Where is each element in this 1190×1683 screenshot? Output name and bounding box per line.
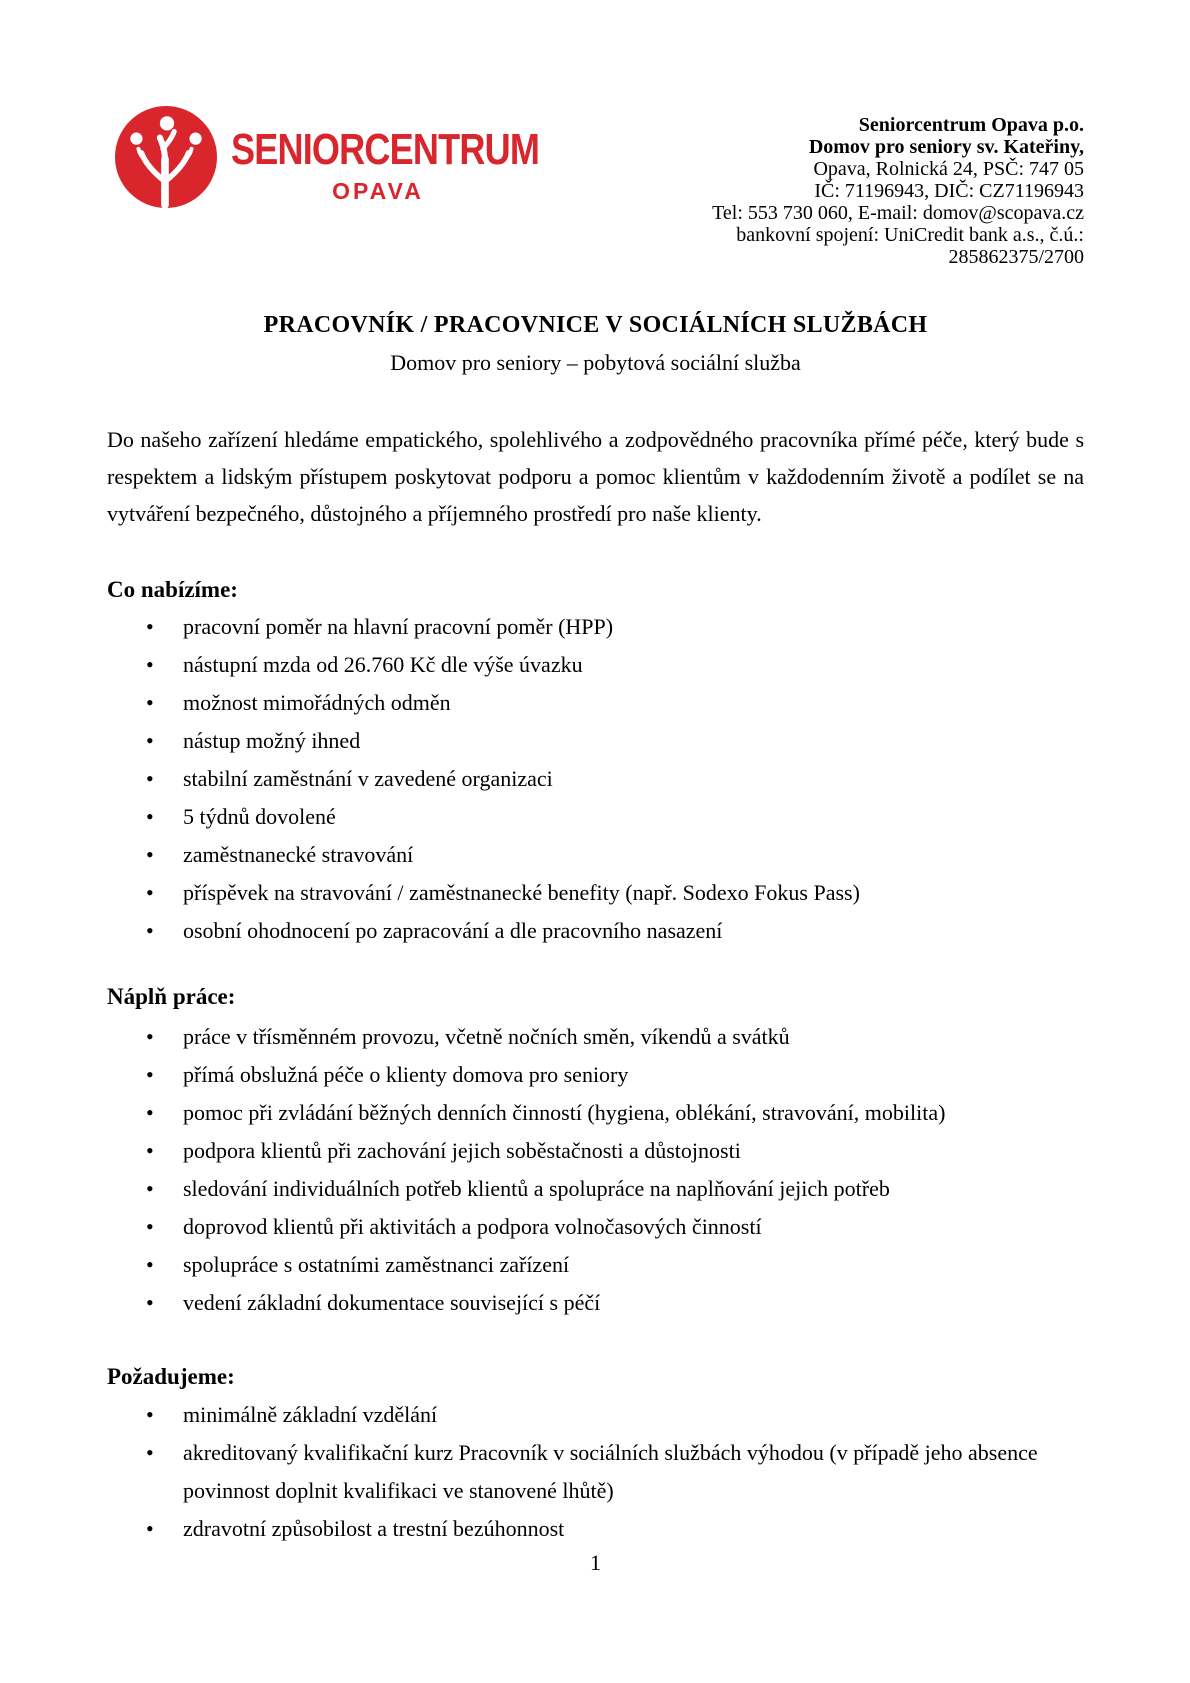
contact-facility-name: Domov pro seniory sv. Kateřiny, xyxy=(808,136,1084,158)
document-body xyxy=(0,310,1190,1578)
section-heading-pozadujeme: Požadujeme: xyxy=(107,1364,235,1389)
section-heading-napln-prace: Náplň práce: xyxy=(107,984,236,1009)
list-item: • zdravotní způsobilost a trestní bezúhonnost xyxy=(107,1510,1084,1548)
intro-paragraph: Do našeho zařízení hledáme empatického, spolehlivého a zodpovědného pracovníka přímé péče, který bude s respektem a lidským přístupem poskytovat podporu a pomoc klientům v každodenním životě a podílet se na vytváření bezpečného, důstojného a příjemného prostředí pro naše klienty. xyxy=(107,427,1084,526)
contact-address: Opava, Rolnická 24, PSČ: 747 05 xyxy=(813,158,1084,180)
list-item: • zaměstnanecké stravování xyxy=(107,836,1084,874)
contact-bank-account: bankovní spojení: UniCredit bank a.s., č.ú.: 285862375/2700 xyxy=(736,224,1084,268)
list-item: • možnost mimořádných odměn xyxy=(107,684,1084,722)
list-item: • minimálně základní vzdělání xyxy=(107,1396,1084,1434)
requirements-list xyxy=(107,1396,1084,1548)
contact-tel-email: Tel: 553 730 060, E-mail: domov@scopava.cz xyxy=(712,202,1084,224)
list-item: • vedení základní dokumentace související s péčí xyxy=(107,1284,1084,1322)
list-item: • nástup možný ihned xyxy=(107,722,1084,760)
logo-text xyxy=(231,125,607,204)
tree-of-people-icon xyxy=(115,106,217,208)
list-item: • přímá obslužná péče o klienty domova pro seniory xyxy=(107,1056,1084,1094)
contact-registration-ids: IČ: 71196943, DIČ: CZ71196943 xyxy=(814,180,1084,202)
list-item: • sledování individuálních potřeb klientů a spolupráce na naplňování jejich potřeb xyxy=(107,1170,1084,1208)
logo-city-name: OPAVA xyxy=(332,178,424,204)
page-header xyxy=(0,0,1190,268)
section-heading-co-nabizime: Co nabízíme: xyxy=(107,577,238,602)
offer-list xyxy=(107,608,1084,950)
page-number: 1 xyxy=(590,1550,601,1575)
list-item: • 5 týdnů dovolené xyxy=(107,798,1084,836)
list-item: • příspěvek na stravování / zaměstnanecké benefity (např. Sodexo Fokus Pass) xyxy=(107,874,1084,912)
list-item: • práce v třísměnném provozu, včetně nočních směn, víkendů a svátků xyxy=(107,1018,1084,1056)
list-item: • doprovod klientů při aktivitách a podpora volnočasových činností xyxy=(107,1208,1084,1246)
seniorcentrum-logo xyxy=(115,106,607,208)
job-subtitle: Domov pro seniory – pobytová sociální služba xyxy=(390,350,801,375)
duties-list xyxy=(107,1018,1084,1322)
list-item: • pomoc při zvládání běžných denních činností (hygiena, oblékání, stravování, mobilita) xyxy=(107,1094,1084,1132)
list-item: • nástupní mzda od 26.760 Kč dle výše úvazku xyxy=(107,646,1084,684)
list-item: • podpora klientů při zachování jejich soběstačnosti a důstojnosti xyxy=(107,1132,1084,1170)
list-item: • akreditovaný kvalifikační kurz Pracovník v sociálních službách výhodou (v případě jeho absence povinnost doplnit kvalifikaci ve stanovené lhůtě) xyxy=(107,1434,1084,1510)
list-item: • stabilní zaměstnání v zavedené organizaci xyxy=(107,760,1084,798)
job-title: PRACOVNÍK / PRACOVNICE V SOCIÁLNÍCH SLUŽBÁCH xyxy=(263,312,928,338)
contact-block xyxy=(607,114,1084,268)
logo-brand-name: SENIORCENTRUM xyxy=(231,125,540,174)
contact-org-name: Seniorcentrum Opava p.o. xyxy=(858,114,1084,136)
list-item: • spolupráce s ostatními zaměstnanci zařízení xyxy=(107,1246,1084,1284)
list-item: • pracovní poměr na hlavní pracovní poměr (HPP) xyxy=(107,608,1084,646)
list-item: • osobní ohodnocení po zapracování a dle pracovního nasazení xyxy=(107,912,1084,950)
